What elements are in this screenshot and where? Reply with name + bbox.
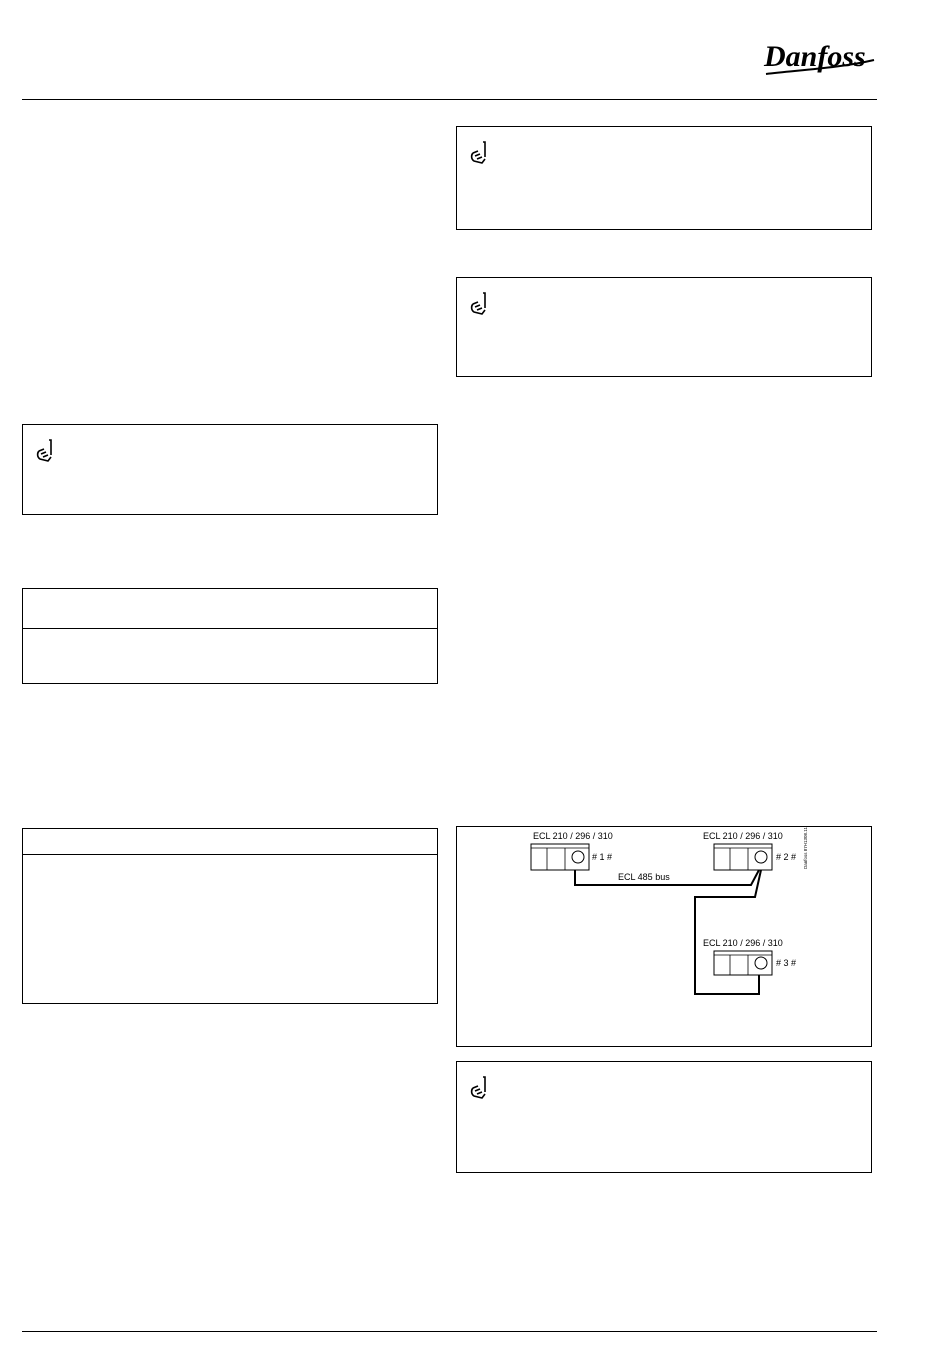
ecl-bus-diagram	[456, 826, 872, 1047]
hand-pointing-icon	[469, 141, 491, 165]
table-box	[22, 588, 438, 684]
drawing-code: Danfoss 87H1308.11	[803, 827, 808, 869]
danfoss-logo	[760, 30, 878, 80]
hand-pointing-icon	[469, 292, 491, 316]
ecl-bus-diagram-svg	[457, 827, 873, 1048]
controller-unit-3	[714, 951, 772, 975]
header-rule	[22, 99, 877, 100]
unit-2-model-label: ECL 210 / 296 / 310	[703, 831, 783, 841]
unit-3-address: # 3 #	[776, 958, 797, 968]
table-box	[22, 828, 438, 1004]
unit-1-model-label: ECL 210 / 296 / 310	[533, 831, 613, 841]
table-header-divider	[23, 854, 437, 855]
note-box	[22, 424, 438, 515]
controller-unit-2	[714, 844, 772, 870]
bus-label: ECL 485 bus	[618, 872, 670, 882]
note-box	[456, 1061, 872, 1173]
note-box	[456, 277, 872, 377]
note-box	[456, 126, 872, 230]
hand-pointing-icon	[35, 439, 57, 463]
footer-rule	[22, 1331, 877, 1332]
table-header-divider	[23, 628, 437, 629]
unit-1-address: # 1 #	[592, 852, 613, 862]
hand-pointing-icon	[469, 1076, 491, 1100]
danfoss-logo-text: Danfoss	[764, 40, 866, 73]
controller-unit-1	[531, 844, 589, 870]
unit-3-model-label: ECL 210 / 296 / 310	[703, 938, 783, 948]
unit-2-address: # 2 #	[776, 852, 797, 862]
